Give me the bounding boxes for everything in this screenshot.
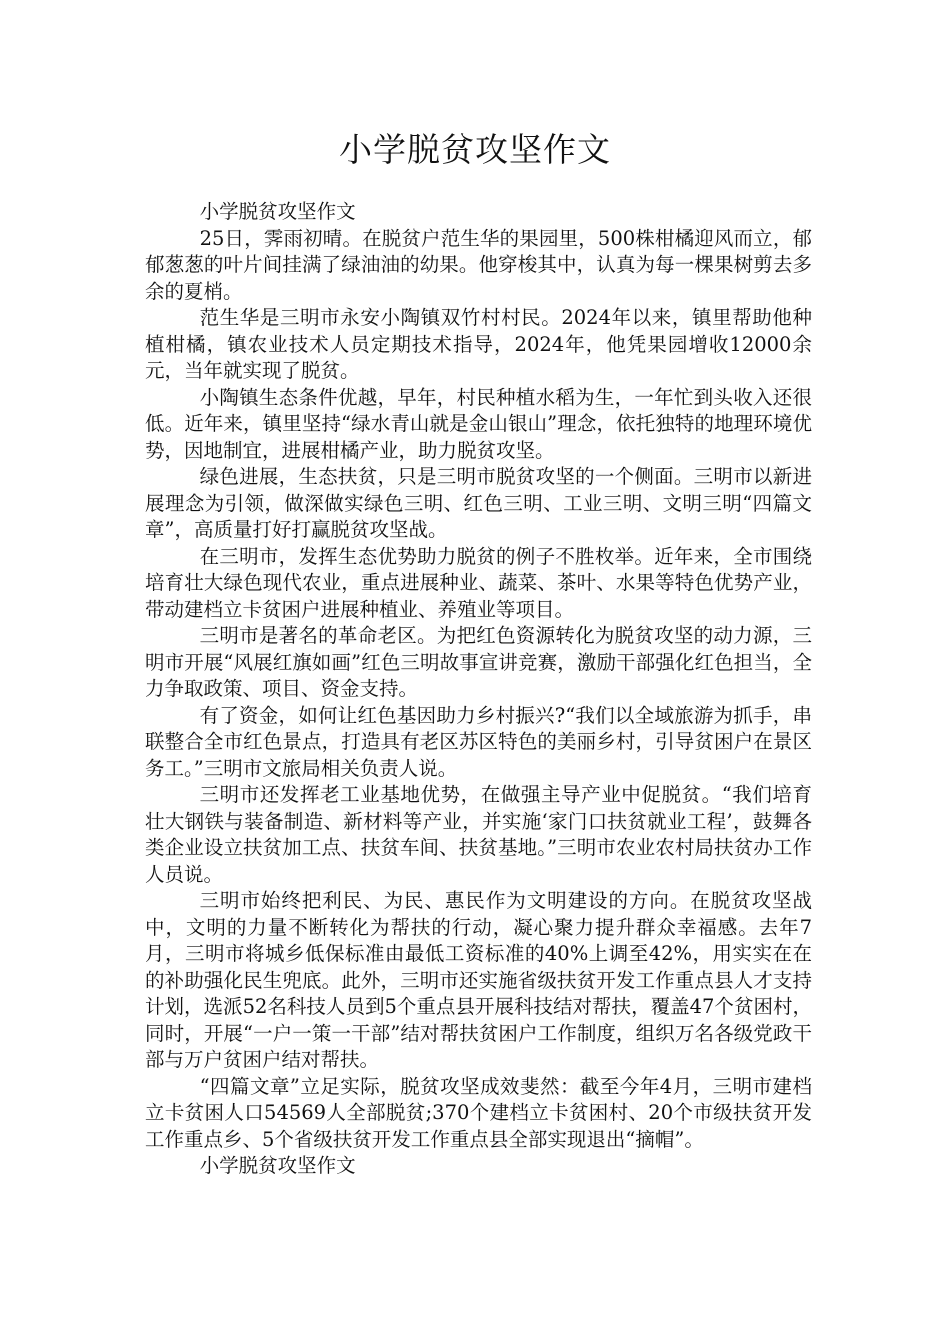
paragraph: “四篇文章”立足实际，脱贫攻坚成效斐然：截至今年4月，三明市建档立卡贫困人口54569人全部脱贫;370个建档立卡贫困村、20个市级扶贫开发工作重点乡、5个省级扶贫开发工作重点县全部实现退出“摘帽”。 (145, 1074, 812, 1151)
document-body (145, 199, 812, 1180)
paragraph: 25日，霁雨初晴。在脱贫户范生华的果园里，500株柑橘迎风而立，郁郁葱葱的叶片间挂满了绿油油的幼果。他穿梭其中，认真为每一棵果树剪去多余的夏梢。 (145, 226, 812, 303)
paragraph: 三明市还发挥老工业基地优势，在做强主导产业中促脱贫。“我们培育壮大钢铁与装备制造、新材料等产业，并实施‘家门口扶贫就业工程’，鼓舞各类企业设立扶贫加工点、扶贫车间、扶贫基地。”三明市农业农村局扶贫办工作人员说。 (145, 783, 812, 886)
paragraph: 有了资金，如何让红色基因助力乡村振兴?“我们以全域旅游为抓手，串联整合全市红色景点，打造具有老区苏区特色的美丽乡村，引导贫困户在景区务工。”三明市文旅局相关负责人说。 (145, 703, 812, 780)
paragraph: 小陶镇生态条件优越，早年，村民种植水稻为生，一年忙到头收入还很低。近年来，镇里坚持“绿水青山就是金山银山”理念，依托独特的地理环境优势，因地制宜，进展柑橘产业，助力脱贫攻坚。 (145, 385, 812, 462)
document-title: 小学脱贫攻坚作文 (339, 130, 611, 169)
paragraph: 小学脱贫攻坚作文 (199, 200, 356, 223)
paragraph: 三明市始终把利民、为民、惠民作为文明建设的方向。在脱贫攻坚战中，文明的力量不断转化为帮扶的行动，凝心聚力提升群众幸福感。去年7月，三明市将城乡低保标准由最低工资标准的40%上调至42%，用实实在在的补助强化民生兜底。此外，三明市还实施省级扶贫开发工作重点县人才支持计划，选派52名科技人员到5个重点县开展科技结对帮扶，覆盖47个贫困村，同时，开展“一户一策一干部”结对帮扶贫困户工作制度，组织万名各级党政干部与万户贫困户结对帮扶。 (145, 889, 812, 1071)
paragraph: 绿色进展，生态扶贫，只是三明市脱贫攻坚的一个侧面。三明市以新进展理念为引领，做深做实绿色三明、红色三明、工业三明、文明三明“四篇文章”，高质量打好打赢脱贫攻坚战。 (145, 465, 812, 541)
paragraph: 小学脱贫攻坚作文 (199, 1154, 356, 1177)
paragraph: 在三明市，发挥生态优势助力脱贫的例子不胜枚举。近年来，全市围绕培育壮大绿色现代农业，重点进展种业、蔬菜、茶叶、水果等特色优势产业，带动建档立卡贫困户进展种植业、养殖业等项目。 (145, 544, 812, 621)
paragraph: 三明市是著名的革命老区。为把红色资源转化为脱贫攻坚的动力源，三明市开展“风展红旗如画”红色三明故事宣讲竞赛，激励干部强化红色担当，全力争取政策、项目、资金支持。 (145, 624, 812, 700)
paragraph: 范生华是三明市永安小陶镇双竹村村民。2024年以来，镇里帮助他种植柑橘，镇农业技术人员定期技术指导，2024年，他凭果园增收12000余元，当年就实现了脱贫。 (145, 306, 812, 382)
